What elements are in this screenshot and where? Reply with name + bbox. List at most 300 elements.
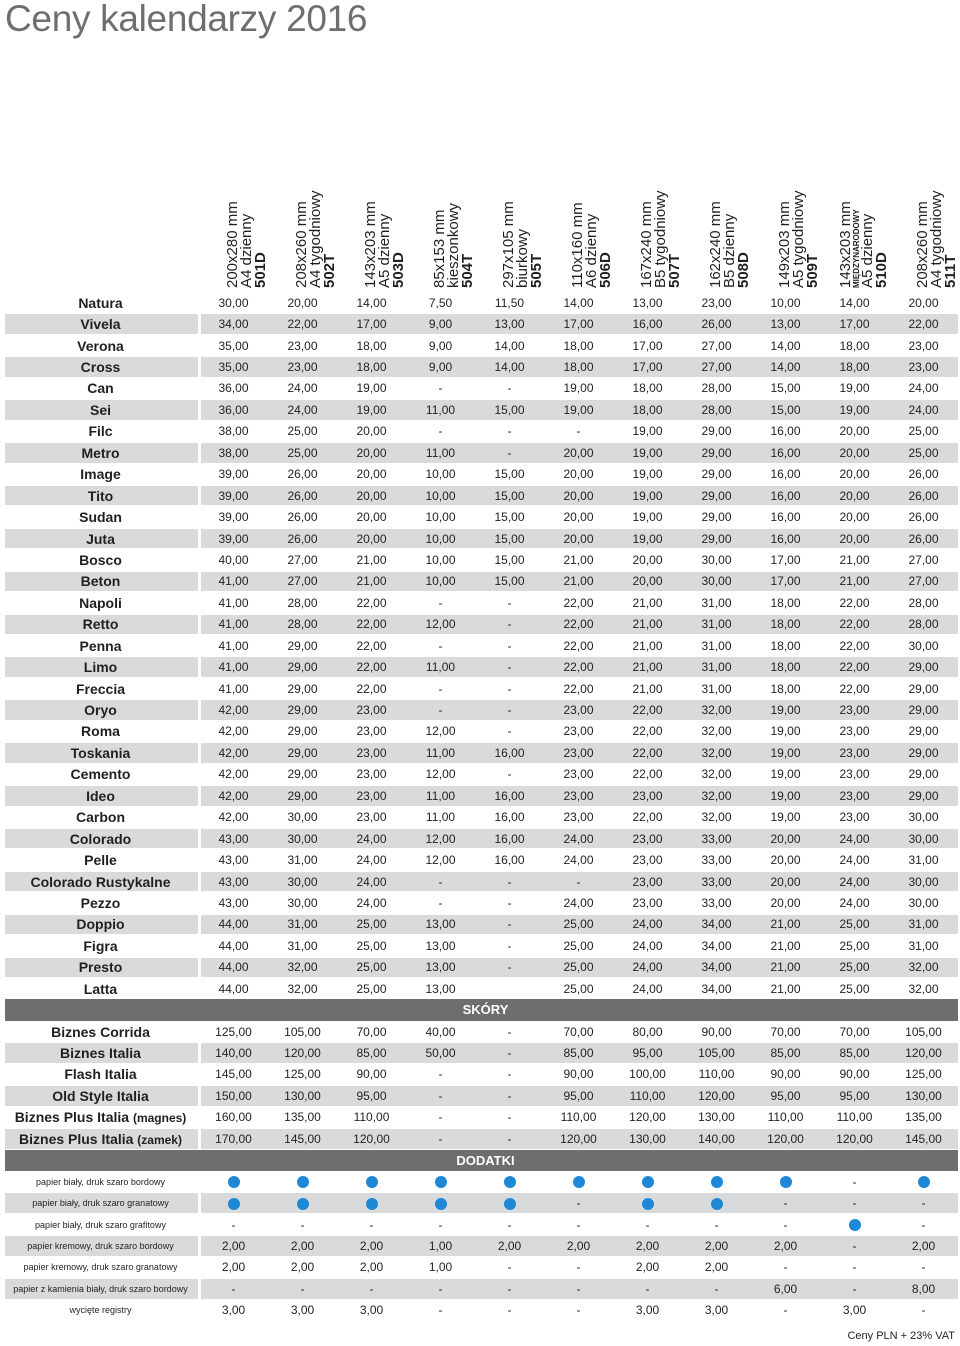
column-header xyxy=(474,178,543,288)
price-cell: 23,00 xyxy=(632,874,663,889)
price-cell: - xyxy=(507,660,512,675)
price-cell: 42,00 xyxy=(218,767,249,782)
price-cell: 9,00 xyxy=(428,317,453,332)
price-cell: 30,00 xyxy=(908,874,939,889)
row-cells xyxy=(199,1239,958,1253)
price-cell xyxy=(820,1218,889,1232)
row-cells xyxy=(199,1132,958,1146)
price-cell: 29,00 xyxy=(287,788,318,803)
price-cell: 31,00 xyxy=(287,917,318,932)
column-code: 503D xyxy=(390,252,407,288)
price-cell: 12,00 xyxy=(425,617,456,632)
price-cell: - xyxy=(438,1303,443,1318)
price-cell: 14,00 xyxy=(770,360,801,375)
price-cell: - xyxy=(438,1088,443,1103)
price-cell: 2,00 xyxy=(773,1238,798,1253)
price-cell: 43,00 xyxy=(218,853,249,868)
price-cell: 23,00 xyxy=(356,703,387,718)
price-cell: 23,00 xyxy=(563,788,594,803)
price-cell: 12,00 xyxy=(425,724,456,739)
included-dot-icon xyxy=(504,1176,516,1188)
price-cell: 27,00 xyxy=(287,552,318,567)
row-label xyxy=(5,402,196,418)
price-cell: 31,00 xyxy=(701,681,732,696)
row-label xyxy=(5,959,196,975)
included-dot-icon xyxy=(366,1176,378,1188)
price-cell: 24,00 xyxy=(563,853,594,868)
row-cells xyxy=(199,424,958,438)
price-cell: 21,00 xyxy=(632,617,663,632)
price-cell: 120,00 xyxy=(698,1088,735,1103)
row-cells xyxy=(199,510,958,524)
price-cell: 95,00 xyxy=(632,1046,663,1061)
row-cells xyxy=(199,960,958,974)
price-cell: 28,00 xyxy=(287,617,318,632)
price-cell xyxy=(682,1175,751,1189)
column-spec-line: A4 dzienny xyxy=(238,213,255,288)
column-spec-line: A5 dzienny xyxy=(376,213,393,288)
price-cell: 22,00 xyxy=(563,617,594,632)
row-name: Biznes Corrida xyxy=(51,1023,150,1040)
table-row xyxy=(5,292,958,313)
price-cell: 17,00 xyxy=(770,574,801,589)
price-cell: - xyxy=(507,424,512,439)
price-cell: 130,00 xyxy=(905,1088,942,1103)
price-cell: 3,00 xyxy=(290,1303,315,1318)
price-cell: 22,00 xyxy=(839,660,870,675)
price-cell: 25,00 xyxy=(287,445,318,460)
row-cells xyxy=(199,639,958,653)
price-cell: - xyxy=(438,424,443,439)
price-cell: 135,00 xyxy=(284,1110,321,1125)
price-cell: 105,00 xyxy=(284,1024,321,1039)
price-cell: 42,00 xyxy=(218,788,249,803)
price-cell: 9,00 xyxy=(428,360,453,375)
price-cell: 23,00 xyxy=(839,745,870,760)
price-cell: 19,00 xyxy=(632,510,663,525)
price-cell: 34,00 xyxy=(701,960,732,975)
price-cell: - xyxy=(645,1281,650,1296)
price-cell: 20,00 xyxy=(770,853,801,868)
price-cell: 31,00 xyxy=(287,853,318,868)
price-cell xyxy=(268,1175,337,1189)
included-dot-icon xyxy=(918,1176,930,1188)
row-name: wycięte registry xyxy=(69,1305,132,1316)
price-cell: 24,00 xyxy=(356,874,387,889)
price-cell: 20,00 xyxy=(287,295,318,310)
row-name: papier z kamienia biały, druk szaro bordowy xyxy=(13,1283,188,1294)
price-cell: - xyxy=(438,1131,443,1146)
table-row xyxy=(5,313,958,334)
price-cell: 22,00 xyxy=(839,595,870,610)
price-cell: 26,00 xyxy=(287,488,318,503)
price-cell: 20,00 xyxy=(770,831,801,846)
price-cell: 27,00 xyxy=(701,338,732,353)
price-cell: - xyxy=(507,1260,512,1275)
price-cell: 2,00 xyxy=(221,1238,246,1253)
price-cell: 16,00 xyxy=(494,745,525,760)
row-name: Cemento xyxy=(70,766,131,783)
price-cell: 170,00 xyxy=(215,1131,252,1146)
price-cell: 110,00 xyxy=(629,1088,666,1103)
price-cell: 29,00 xyxy=(908,745,939,760)
table-row xyxy=(5,1300,958,1321)
price-cell: 33,00 xyxy=(701,895,732,910)
price-cell: 24,00 xyxy=(287,381,318,396)
price-cell: 19,00 xyxy=(563,381,594,396)
price-cell: 42,00 xyxy=(218,724,249,739)
column-header xyxy=(819,178,888,288)
price-cell: - xyxy=(921,1217,926,1232)
column-header-text xyxy=(898,173,958,288)
price-cell: 10,00 xyxy=(425,531,456,546)
price-cell: 105,00 xyxy=(698,1046,735,1061)
price-cell: 17,00 xyxy=(632,360,663,375)
price-cell: 24,00 xyxy=(563,895,594,910)
price-cell: - xyxy=(576,1281,581,1296)
price-cell: 24,00 xyxy=(356,831,387,846)
row-cells xyxy=(199,360,958,374)
row-name: Toskania xyxy=(70,744,131,761)
price-cell: - xyxy=(783,1303,788,1318)
price-cell: 3,00 xyxy=(359,1303,384,1318)
included-dot-icon xyxy=(711,1176,723,1188)
row-label xyxy=(5,852,196,868)
row-cells xyxy=(199,1282,958,1296)
price-cell: 25,00 xyxy=(356,981,387,996)
price-cell: 20,00 xyxy=(356,424,387,439)
price-cell: 21,00 xyxy=(770,917,801,932)
price-cell: 16,00 xyxy=(770,424,801,439)
price-cell: 15,00 xyxy=(770,381,801,396)
column-header-text xyxy=(208,173,268,288)
row-label xyxy=(5,552,196,568)
price-cell: 30,00 xyxy=(908,831,939,846)
table-row xyxy=(5,764,958,785)
price-cell: 16,00 xyxy=(494,831,525,846)
price-cell: 29,00 xyxy=(287,724,318,739)
price-cell xyxy=(268,1196,337,1210)
price-cell: 2,00 xyxy=(497,1238,522,1253)
included-dot-icon xyxy=(366,1198,378,1210)
price-cell: 10,00 xyxy=(425,467,456,482)
price-cell: 22,00 xyxy=(839,638,870,653)
price-cell: 41,00 xyxy=(218,574,249,589)
column-code: 508D xyxy=(735,252,752,288)
price-cell: 23,00 xyxy=(287,360,318,375)
price-cell: 110,00 xyxy=(560,1110,597,1125)
price-cell: 42,00 xyxy=(218,745,249,760)
price-cell: - xyxy=(507,1046,512,1061)
price-cell: 34,00 xyxy=(701,981,732,996)
price-cell: 21,00 xyxy=(563,552,594,567)
price-cell: 90,00 xyxy=(356,1067,387,1082)
price-cell: 30,00 xyxy=(908,895,939,910)
row-cells xyxy=(199,467,958,481)
column-header xyxy=(612,178,681,288)
price-cell: 20,00 xyxy=(356,531,387,546)
row-cells xyxy=(199,296,958,310)
price-cell: 19,00 xyxy=(632,531,663,546)
price-cell: - xyxy=(576,1196,581,1211)
price-cell: 25,00 xyxy=(839,938,870,953)
row-label xyxy=(5,1284,196,1294)
column-spec-line: biurkowy xyxy=(514,228,531,288)
price-cell: 30,00 xyxy=(908,638,939,653)
price-cell: 23,00 xyxy=(563,810,594,825)
row-name-sub: (magnes) xyxy=(132,1111,187,1126)
price-cell: 32,00 xyxy=(701,745,732,760)
row-label xyxy=(5,1109,196,1125)
price-cell: 145,00 xyxy=(215,1067,252,1082)
included-dot-icon xyxy=(504,1198,516,1210)
price-cell: 30,00 xyxy=(287,810,318,825)
price-cell: 23,00 xyxy=(356,724,387,739)
row-label xyxy=(5,916,196,932)
row-label xyxy=(5,1198,196,1208)
price-cell: - xyxy=(576,1303,581,1318)
price-table xyxy=(5,292,958,1321)
price-cell: 18,00 xyxy=(770,660,801,675)
price-cell: 19,00 xyxy=(770,767,801,782)
price-cell: 14,00 xyxy=(494,338,525,353)
price-cell: 15,00 xyxy=(494,574,525,589)
row-name: Carbon xyxy=(76,809,125,826)
row-cells xyxy=(199,553,958,567)
price-cell: - xyxy=(783,1217,788,1232)
price-cell: 24,00 xyxy=(908,402,939,417)
price-cell: 32,00 xyxy=(701,788,732,803)
row-cells xyxy=(199,317,958,331)
price-cell: 24,00 xyxy=(839,874,870,889)
row-cells xyxy=(199,1218,958,1232)
row-cells xyxy=(199,1196,958,1210)
price-cell: - xyxy=(507,724,512,739)
row-cells xyxy=(199,381,958,395)
price-cell xyxy=(337,1175,406,1189)
row-cells xyxy=(199,596,958,610)
section-title: DODATKI xyxy=(456,1152,515,1168)
column-spec-line: 200x280 mm xyxy=(224,201,241,288)
table-row xyxy=(5,1064,958,1085)
price-cell xyxy=(199,1175,268,1189)
row-label xyxy=(5,316,196,332)
price-cell: 21,00 xyxy=(632,681,663,696)
price-cell: 19,00 xyxy=(770,724,801,739)
row-label xyxy=(5,874,196,890)
price-cell: 90,00 xyxy=(701,1024,732,1039)
price-cell: 29,00 xyxy=(908,724,939,739)
price-cell: 28,00 xyxy=(908,595,939,610)
price-cell: 31,00 xyxy=(908,917,939,932)
table-row xyxy=(5,828,958,849)
price-cell xyxy=(751,1175,820,1189)
price-cell: - xyxy=(231,1281,236,1296)
column-spec-line: B5 tygodniowy xyxy=(652,190,669,288)
price-cell: - xyxy=(438,895,443,910)
price-cell: 110,00 xyxy=(836,1110,873,1125)
row-name: Pezzo xyxy=(80,894,121,911)
row-label xyxy=(5,638,196,654)
row-name: Flash Italia xyxy=(64,1066,137,1083)
price-cell: 21,00 xyxy=(632,595,663,610)
column-header-text xyxy=(622,173,682,288)
price-cell xyxy=(406,1175,475,1189)
column-spec-line: A6 dzienny xyxy=(583,213,600,288)
row-cells xyxy=(199,1110,958,1124)
price-cell: 25,00 xyxy=(287,424,318,439)
price-cell: - xyxy=(852,1196,857,1211)
row-name: Pelle xyxy=(84,852,117,869)
price-cell: 24,00 xyxy=(839,831,870,846)
price-cell: 17,00 xyxy=(356,317,387,332)
price-cell: 24,00 xyxy=(563,831,594,846)
price-cell: - xyxy=(576,424,581,439)
price-cell: 33,00 xyxy=(701,874,732,889)
price-cell: 90,00 xyxy=(839,1067,870,1082)
price-cell: 25,00 xyxy=(563,960,594,975)
price-cell: 120,00 xyxy=(353,1131,390,1146)
price-cell: 24,00 xyxy=(632,960,663,975)
price-cell: 23,00 xyxy=(563,724,594,739)
price-cell: 21,00 xyxy=(632,660,663,675)
price-cell: 25,00 xyxy=(356,938,387,953)
price-cell: 2,00 xyxy=(290,1260,315,1275)
price-cell: 13,00 xyxy=(632,295,663,310)
price-cell: 130,00 xyxy=(284,1088,321,1103)
price-cell: - xyxy=(783,1260,788,1275)
row-name: Roma xyxy=(81,723,120,740)
price-cell: 21,00 xyxy=(770,938,801,953)
row-label xyxy=(5,1220,196,1230)
table-row xyxy=(5,549,958,570)
price-cell: 85,00 xyxy=(770,1046,801,1061)
price-footnote: Ceny PLN + 23% VAT xyxy=(847,1330,955,1342)
row-name: papier biały, druk szaro granatowy xyxy=(32,1198,169,1209)
row-label xyxy=(5,423,196,439)
price-cell: 40,00 xyxy=(425,1024,456,1039)
price-cell: 15,00 xyxy=(494,488,525,503)
price-cell: 25,00 xyxy=(839,960,870,975)
price-cell: 15,00 xyxy=(494,531,525,546)
price-cell: 43,00 xyxy=(218,874,249,889)
included-dot-icon xyxy=(297,1176,309,1188)
price-cell xyxy=(475,1196,544,1210)
row-name: Ideo xyxy=(86,787,115,804)
column-spec-line: 208x260 mm xyxy=(293,201,310,288)
price-cell: 26,00 xyxy=(287,531,318,546)
row-cells xyxy=(199,1260,958,1274)
price-cell: 10,00 xyxy=(425,510,456,525)
price-cell: - xyxy=(507,1067,512,1082)
price-cell: 22,00 xyxy=(563,681,594,696)
row-name: Penna xyxy=(79,637,122,654)
price-cell: 29,00 xyxy=(908,788,939,803)
price-cell: 31,00 xyxy=(701,660,732,675)
price-cell: - xyxy=(438,1110,443,1125)
price-cell: 85,00 xyxy=(356,1046,387,1061)
price-cell: 21,00 xyxy=(632,638,663,653)
price-cell: - xyxy=(921,1303,926,1318)
price-cell xyxy=(613,1196,682,1210)
column-code: 505T xyxy=(528,253,545,288)
price-cell: 16,00 xyxy=(632,317,663,332)
price-cell: 22,00 xyxy=(839,681,870,696)
price-cell: 18,00 xyxy=(839,338,870,353)
price-cell: 32,00 xyxy=(287,960,318,975)
price-cell: 20,00 xyxy=(356,445,387,460)
column-header xyxy=(888,178,957,288)
price-cell: 19,00 xyxy=(770,745,801,760)
column-code: 511T xyxy=(942,254,959,288)
price-cell: 24,00 xyxy=(632,981,663,996)
price-cell: 25,00 xyxy=(908,445,939,460)
row-cells xyxy=(199,1025,958,1039)
row-label xyxy=(5,466,196,482)
price-cell: 30,00 xyxy=(218,295,249,310)
price-cell: 15,00 xyxy=(494,402,525,417)
price-cell: 29,00 xyxy=(701,424,732,439)
price-cell: 16,00 xyxy=(770,488,801,503)
price-cell: 11,00 xyxy=(425,788,456,803)
price-cell: 125,00 xyxy=(284,1067,321,1082)
table-row xyxy=(5,464,958,485)
price-cell: 32,00 xyxy=(908,960,939,975)
row-name: Verona xyxy=(77,337,124,354)
column-code: 504T xyxy=(459,253,476,288)
price-cell: 3,00 xyxy=(221,1303,246,1318)
row-cells xyxy=(199,446,958,460)
included-dot-icon xyxy=(711,1198,723,1210)
row-name: Bosco xyxy=(79,551,122,568)
row-cells xyxy=(199,1046,958,1060)
included-dot-icon xyxy=(642,1176,654,1188)
table-row xyxy=(5,356,958,377)
column-header-text xyxy=(829,173,889,288)
row-cells xyxy=(199,917,958,931)
price-cell: 110,00 xyxy=(353,1110,390,1125)
price-cell: 18,00 xyxy=(770,595,801,610)
price-cell: - xyxy=(507,1088,512,1103)
column-header-text xyxy=(691,173,751,288)
price-cell: 23,00 xyxy=(839,767,870,782)
row-label xyxy=(5,338,196,354)
column-spec-line: 162x240 mm xyxy=(707,201,724,288)
row-name: papier kremowy, druk szaro granatowy xyxy=(23,1262,178,1273)
price-cell: 19,00 xyxy=(563,402,594,417)
price-cell: 95,00 xyxy=(770,1088,801,1103)
price-cell: 23,00 xyxy=(287,338,318,353)
price-cell: 2,00 xyxy=(635,1238,660,1253)
price-cell: 160,00 xyxy=(215,1110,252,1125)
price-cell: 15,00 xyxy=(494,510,525,525)
price-cell: 41,00 xyxy=(218,595,249,610)
price-cell: 23,00 xyxy=(839,703,870,718)
price-cell: 30,00 xyxy=(701,552,732,567)
price-cell: 20,00 xyxy=(839,510,870,525)
table-row xyxy=(5,892,958,913)
price-cell: 14,00 xyxy=(356,295,387,310)
price-cell: 20,00 xyxy=(563,510,594,525)
row-label xyxy=(5,1262,196,1272)
row-label xyxy=(5,531,196,547)
price-cell: 23,00 xyxy=(701,295,732,310)
column-header xyxy=(750,178,819,288)
price-cell: 10,00 xyxy=(770,295,801,310)
price-cell: 21,00 xyxy=(770,981,801,996)
price-cell: 13,00 xyxy=(425,938,456,953)
price-cell: 80,00 xyxy=(632,1024,663,1039)
